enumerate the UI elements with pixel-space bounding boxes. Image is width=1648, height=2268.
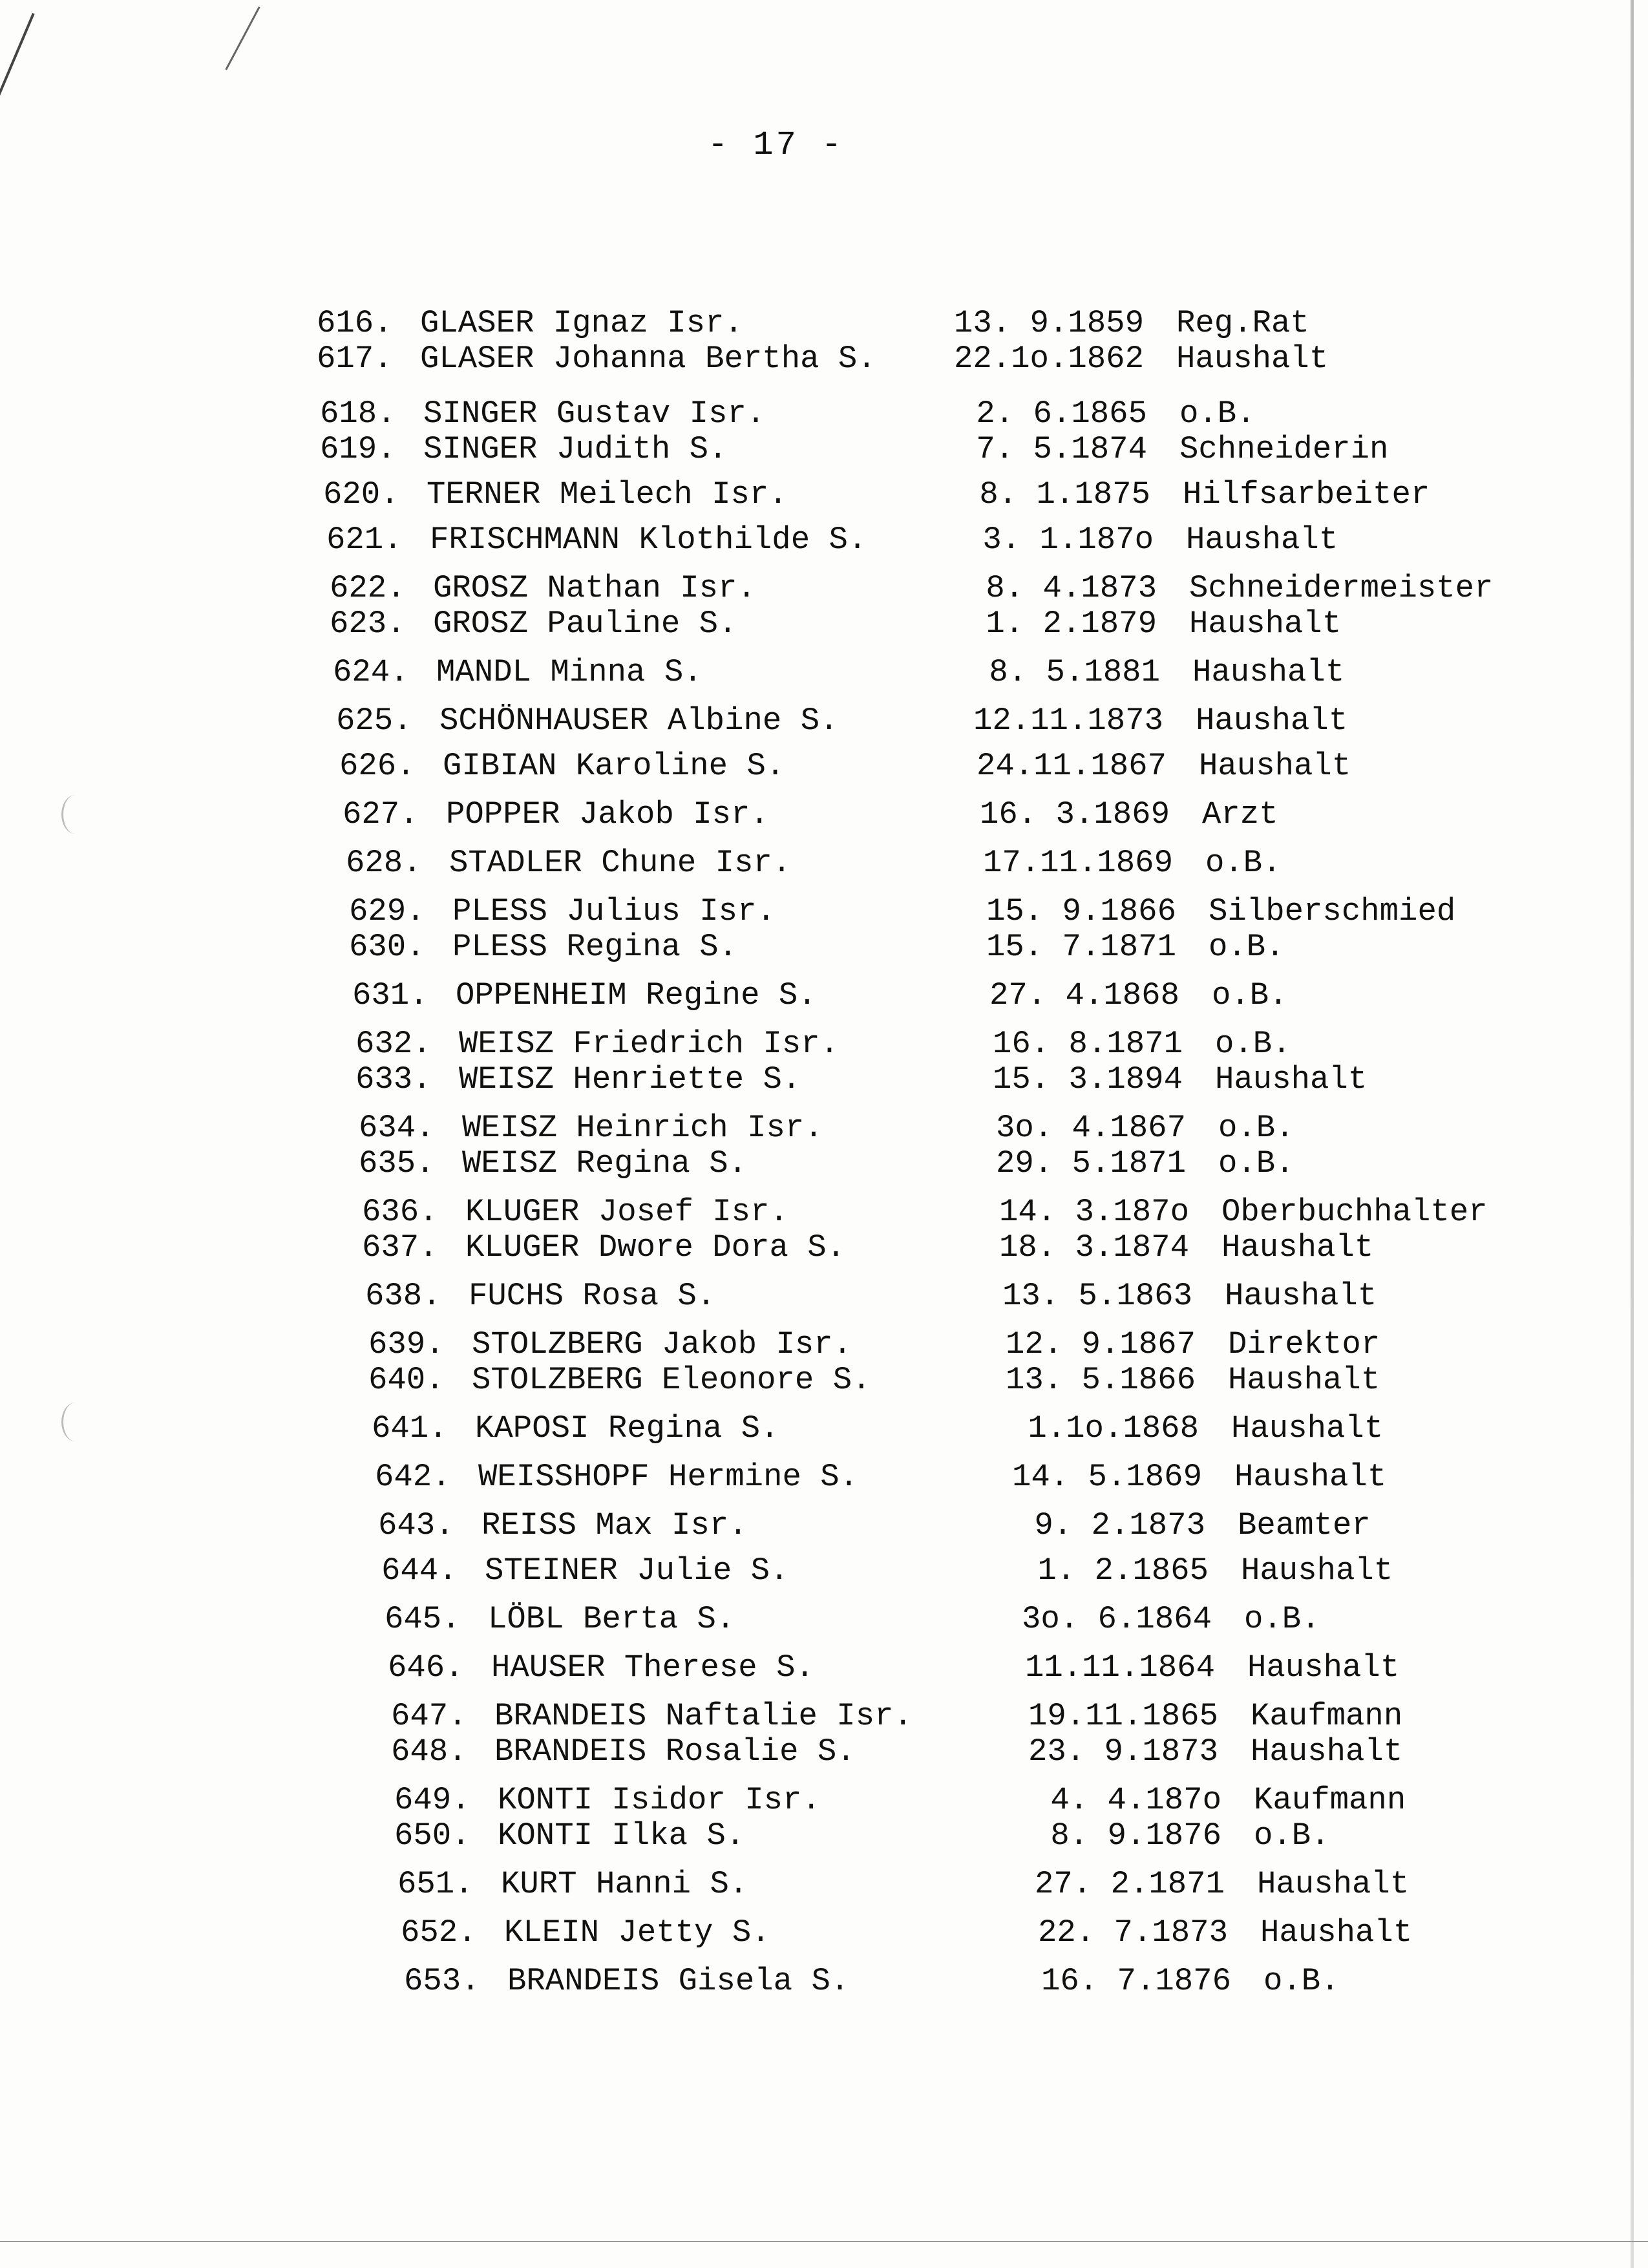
entry-occupation: Schneidermeister [1189, 570, 1494, 606]
entry-birthdate: 22.1o.1862 [953, 341, 1144, 377]
page-number: - 17 - [708, 126, 845, 164]
entry-occupation: o.B. [1179, 396, 1256, 432]
entry-occupation: Kaufmann [1251, 1698, 1403, 1734]
entry-name: SCHÖNHAUSER Albine S. [439, 703, 839, 739]
entry-name: KONTI Isidor Isr. [498, 1782, 821, 1818]
entry-name: HAUSER Therese S. [491, 1649, 814, 1686]
entry-number: 626. [339, 748, 416, 784]
entry-number: 640. [368, 1362, 445, 1398]
entry-occupation: Haushalt [1228, 1362, 1380, 1398]
entry-birthdate: 13. 5.1866 [1005, 1362, 1196, 1398]
entry-name: MANDL Minna S. [436, 654, 703, 690]
entry-birthdate: 8. 1.1875 [979, 476, 1150, 513]
entry-number: 622. [330, 570, 406, 606]
entry-birthdate: 7. 5.1874 [976, 431, 1147, 467]
entry-birthdate: 15. 7.1871 [986, 929, 1176, 965]
entry-birthdate: 13. 5.1863 [1002, 1278, 1192, 1314]
entry-birthdate: 22. 7.1873 [1037, 1914, 1228, 1951]
entry-birthdate: 1. 2.1879 [986, 606, 1157, 642]
list-item [333, 653, 1648, 692]
entry-name: KURT Hanni S. [501, 1866, 748, 1902]
entry-occupation: Haushalt [1199, 748, 1351, 784]
list-item [317, 339, 1648, 378]
entry-name: BRANDEIS Gisela S. [507, 1963, 850, 1999]
list-item [346, 843, 1648, 882]
entry-number: 621. [326, 522, 403, 558]
entry-occupation: Haushalt [1234, 1459, 1387, 1495]
entry-number: 631. [352, 977, 428, 1013]
entry-birthdate: 12.11.1873 [973, 703, 1163, 739]
list-item [394, 1781, 1648, 1819]
entry-birthdate: 9. 2.1873 [1034, 1507, 1205, 1543]
list-item [362, 1192, 1648, 1231]
entry-occupation: o.B. [1254, 1818, 1330, 1854]
entry-birthdate: 11.11.1864 [1024, 1649, 1215, 1686]
entry-birthdate: 17.11.1869 [982, 845, 1173, 881]
entry-number: 634. [359, 1110, 435, 1146]
entry-birthdate: 3o. 6.1864 [1021, 1601, 1212, 1637]
list-item [368, 1325, 1648, 1364]
entry-occupation: Schneiderin [1179, 431, 1389, 467]
entry-number: 652. [401, 1914, 477, 1951]
entry-birthdate: 15. 3.1894 [992, 1061, 1183, 1097]
entry-number: 643. [378, 1507, 454, 1543]
entry-name: KAPOSI Regina S. [475, 1410, 779, 1447]
entry-name: GROSZ Pauline S. [433, 606, 737, 642]
entry-number: 642. [375, 1459, 451, 1495]
entry-birthdate: 16. 3.1869 [979, 796, 1170, 832]
list-item [404, 1962, 1648, 2000]
entry-number: 639. [368, 1326, 445, 1362]
entry-birthdate: 4. 4.187o [1050, 1782, 1221, 1818]
entry-number: 628. [346, 845, 422, 881]
list-item [385, 1600, 1648, 1638]
list-item [330, 569, 1648, 608]
entry-number: 641. [372, 1410, 448, 1447]
entry-occupation: Haushalt [1247, 1649, 1400, 1686]
entry-number: 617. [317, 341, 393, 377]
entry-occupation: o.B. [1209, 929, 1285, 965]
entry-name: FRISCHMANN Klothilde S. [430, 522, 867, 558]
list-item [320, 430, 1648, 469]
entry-number: 624. [333, 654, 409, 690]
entry-name: WEISZ Regina S. [462, 1145, 748, 1182]
entry-occupation: Reg.Rat [1176, 305, 1309, 341]
list-item [378, 1506, 1648, 1545]
entry-occupation: Haushalt [1231, 1410, 1384, 1447]
entry-occupation: Hilfsarbeiter [1183, 476, 1430, 513]
entry-occupation: Haushalt [1225, 1278, 1377, 1314]
entry-birthdate: 16. 7.1876 [1041, 1963, 1231, 1999]
entry-name: KLUGER Dwore Dora S. [465, 1229, 846, 1266]
entry-occupation: Haushalt [1189, 606, 1342, 642]
entry-name: WEISSHOPF Hermine S. [478, 1459, 859, 1495]
list-item [320, 394, 1648, 433]
entry-name: GLASER Johanna Bertha S. [420, 341, 876, 377]
entry-occupation: Silberschmied [1209, 893, 1456, 929]
entry-number: 645. [385, 1601, 461, 1637]
entry-occupation: o.B. [1263, 1963, 1340, 1999]
entry-name: STADLER Chune Isr. [449, 845, 792, 881]
list-item [336, 701, 1648, 740]
entry-birthdate: 14. 5.1869 [1011, 1459, 1202, 1495]
entry-name: STOLZBERG Eleonore S. [472, 1362, 871, 1398]
list-item [355, 1060, 1648, 1099]
entry-number: 620. [323, 476, 399, 513]
entry-number: 627. [343, 796, 419, 832]
entry-number: 619. [320, 431, 396, 467]
entry-birthdate: 14. 3.187o [998, 1194, 1189, 1230]
entry-birthdate: 27. 4.1868 [989, 977, 1179, 1013]
entry-birthdate: 18. 3.1874 [998, 1229, 1189, 1266]
entry-birthdate: 1. 2.1865 [1037, 1553, 1209, 1589]
entry-name: KLUGER Josef Isr. [465, 1194, 788, 1230]
entry-name: GLASER Ignaz Isr. [420, 305, 743, 341]
entry-occupation: Haushalt [1215, 1061, 1368, 1097]
entry-occupation: Beamter [1238, 1507, 1371, 1543]
entry-occupation: Haushalt [1260, 1914, 1413, 1951]
entry-name: FUCHS Rosa S. [469, 1278, 716, 1314]
entry-name: BRANDEIS Rosalie S. [494, 1733, 856, 1770]
entry-number: 646. [388, 1649, 464, 1686]
entry-occupation: Haushalt [1241, 1553, 1393, 1589]
entry-name: GROSZ Nathan Isr. [433, 570, 756, 606]
list-item [381, 1551, 1648, 1590]
list-item [352, 976, 1648, 1015]
entry-number: 637. [362, 1229, 438, 1266]
entry-birthdate: 12. 9.1867 [1005, 1326, 1196, 1362]
entry-name: WEISZ Friedrich Isr. [459, 1026, 840, 1062]
entry-number: 630. [349, 929, 425, 965]
entry-birthdate: 1.1o.1868 [1028, 1410, 1199, 1447]
entry-number: 618. [320, 396, 396, 432]
list-item [359, 1144, 1648, 1183]
entry-birthdate: 2. 6.1865 [976, 396, 1147, 432]
entry-occupation: Direktor [1228, 1326, 1380, 1362]
entry-number: 636. [362, 1194, 438, 1230]
entry-name: SINGER Judith S. [423, 431, 728, 467]
entry-birthdate: 23. 9.1873 [1028, 1733, 1218, 1770]
entry-occupation: o.B. [1215, 1026, 1291, 1062]
entry-name: KONTI Ilka S. [498, 1818, 745, 1854]
entry-number: 625. [336, 703, 412, 739]
entry-birthdate: 3o. 4.1867 [995, 1110, 1186, 1146]
entry-occupation: Haushalt [1221, 1229, 1374, 1266]
entry-name: PLESS Julius Isr. [452, 893, 776, 929]
list-item [391, 1732, 1648, 1771]
entry-name: WEISZ Heinrich Isr. [462, 1110, 823, 1146]
entry-birthdate: 27. 2.1871 [1034, 1866, 1225, 1902]
entry-occupation: Haushalt [1257, 1866, 1410, 1902]
entry-occupation: Haushalt [1186, 522, 1338, 558]
entry-occupation: Haushalt [1176, 341, 1329, 377]
list-item [368, 1361, 1648, 1399]
entry-name: BRANDEIS Naftalie Isr. [494, 1698, 913, 1734]
list-item [349, 927, 1648, 966]
entry-name: KLEIN Jetty S. [504, 1914, 770, 1951]
entry-name: PLESS Regina S. [452, 929, 738, 965]
entry-occupation: o.B. [1218, 1145, 1294, 1182]
entry-number: 649. [394, 1782, 470, 1818]
entry-occupation: Haushalt [1251, 1733, 1403, 1770]
entry-number: 633. [355, 1061, 432, 1097]
entry-occupation: o.B. [1205, 845, 1282, 881]
entry-number: 635. [359, 1145, 435, 1182]
entry-birthdate: 19.11.1865 [1028, 1698, 1218, 1734]
entry-name: WEISZ Henriette S. [459, 1061, 801, 1097]
entry-occupation: Oberbuchhalter [1221, 1194, 1488, 1230]
entry-birthdate: 3. 1.187o [982, 522, 1154, 558]
entry-number: 638. [365, 1278, 441, 1314]
entry-name: GIBIAN Karoline S. [443, 748, 785, 784]
entry-occupation: Haushalt [1196, 703, 1348, 739]
entry-occupation: o.B. [1212, 977, 1288, 1013]
entry-name: OPPENHEIM Regine S. [456, 977, 817, 1013]
entry-name: LÖBL Berta S. [488, 1601, 735, 1637]
list-item [391, 1697, 1648, 1735]
entry-occupation: Arzt [1202, 796, 1278, 832]
entry-birthdate: 8. 9.1876 [1050, 1818, 1221, 1854]
entry-number: 632. [355, 1026, 432, 1062]
list-item [359, 1108, 1648, 1147]
list-item [397, 1865, 1648, 1903]
list-item [355, 1024, 1648, 1063]
entry-birthdate: 8. 4.1873 [986, 570, 1157, 606]
list-item [343, 795, 1648, 834]
list-item [401, 1913, 1648, 1952]
entry-birthdate: 29. 5.1871 [995, 1145, 1186, 1182]
entry-name: POPPER Jakob Isr. [446, 796, 769, 832]
entry-name: SINGER Gustav Isr. [423, 396, 766, 432]
entry-name: STOLZBERG Jakob Isr. [472, 1326, 852, 1362]
entry-name: TERNER Meilech Isr. [427, 476, 788, 513]
entry-number: 651. [397, 1866, 474, 1902]
entry-birthdate: 24.11.1867 [976, 748, 1167, 784]
list-item [317, 304, 1648, 343]
list-item [365, 1277, 1648, 1315]
entry-number: 650. [394, 1818, 470, 1854]
entry-occupation: Haushalt [1192, 654, 1345, 690]
entry-birthdate: 16. 8.1871 [992, 1026, 1183, 1062]
entry-number: 653. [404, 1963, 480, 1999]
list-item [388, 1648, 1648, 1687]
list-item [375, 1457, 1648, 1496]
list-item [349, 892, 1648, 931]
entry-occupation: o.B. [1244, 1601, 1320, 1637]
entry-number: 644. [381, 1553, 458, 1589]
entry-number: 629. [349, 893, 425, 929]
list-item [394, 1816, 1648, 1855]
list-item [362, 1228, 1648, 1267]
entry-birthdate: 13. 9.1859 [953, 305, 1144, 341]
entry-number: 648. [391, 1733, 467, 1770]
entry-birthdate: 8. 5.1881 [989, 654, 1160, 690]
entry-occupation: Kaufmann [1254, 1782, 1406, 1818]
list-item [372, 1409, 1648, 1448]
entry-birthdate: 15. 9.1866 [986, 893, 1176, 929]
entry-number: 647. [391, 1698, 467, 1734]
entry-occupation: o.B. [1218, 1110, 1294, 1146]
list-item [326, 520, 1648, 559]
list-item [330, 604, 1648, 643]
entry-number: 616. [317, 305, 393, 341]
list-item [339, 747, 1648, 785]
entry-name: STEINER Julie S. [485, 1553, 789, 1589]
list-item [323, 475, 1648, 514]
entry-name: REISS Max Isr. [481, 1507, 748, 1543]
entry-number: 623. [330, 606, 406, 642]
